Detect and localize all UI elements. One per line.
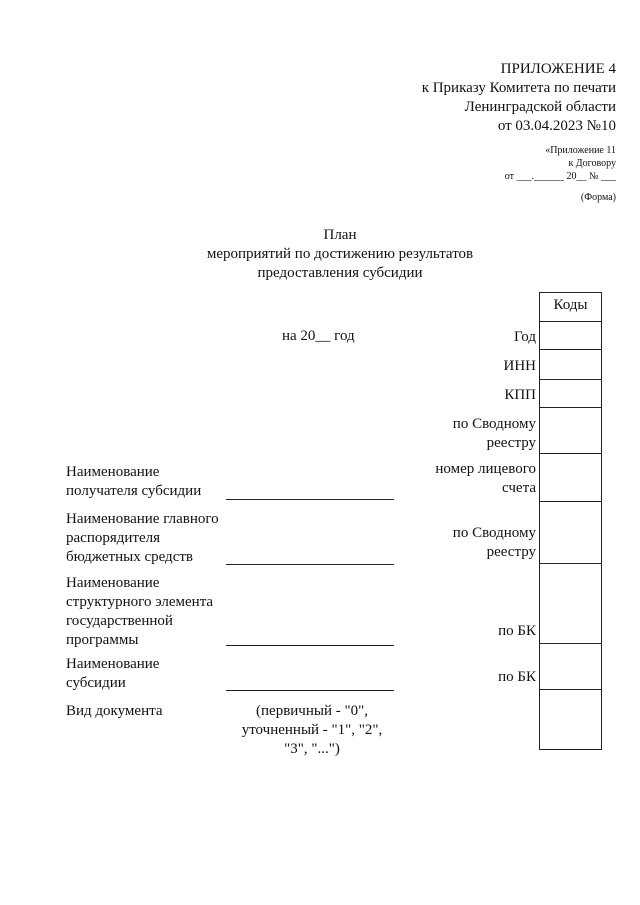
doctype-note-2: уточненный - "1", "2", <box>241 722 383 738</box>
label-account-b: счета <box>502 480 536 496</box>
label-recipient <box>66 463 201 501</box>
label-registry-1-b: реестру <box>486 435 536 451</box>
label-element-d: программы <box>66 632 139 648</box>
label-element-b: структурного элемента <box>66 594 214 610</box>
contract-reference <box>505 144 616 183</box>
label-recipient-a: Наименование <box>66 464 160 480</box>
form-mark: (Форма) <box>580 192 616 203</box>
code-cell-divider <box>540 321 601 322</box>
label-manager-c: бюджетных средств <box>66 549 193 565</box>
label-element-a: Наименование <box>66 575 160 591</box>
code-cell-divider <box>540 501 601 502</box>
label-inn: ИНН <box>503 358 536 374</box>
code-cell-divider <box>540 407 601 408</box>
label-manager-a: Наименование главного <box>66 511 219 527</box>
ref-contract: к Договору <box>568 158 616 169</box>
code-cell-divider <box>540 379 601 380</box>
label-subsidy-b: субсидии <box>66 675 126 691</box>
label-doctype: Вид документа <box>66 703 163 719</box>
title-line-2: мероприятий по достижению результатов <box>206 246 474 262</box>
ref-appendix: «Приложение 11 <box>545 145 616 156</box>
label-subsidy-a: Наименование <box>66 656 160 672</box>
appendix-number: ПРИЛОЖЕНИЕ 4 <box>500 61 616 77</box>
label-element <box>66 574 213 650</box>
recipient-underline <box>226 499 394 500</box>
approval-header <box>422 60 616 136</box>
region-name: Ленинградской области <box>464 99 616 115</box>
label-bk-2: по БК <box>498 669 536 685</box>
doctype-note <box>232 702 392 759</box>
label-element-c: государственной <box>66 613 173 629</box>
order-date: от 03.04.2023 №10 <box>497 118 616 134</box>
document-title <box>190 226 490 283</box>
ref-date-number: от ___.______ 20__ № ___ <box>504 171 616 182</box>
codes-column <box>539 292 602 750</box>
label-registry-2 <box>453 524 536 562</box>
label-account <box>435 460 536 498</box>
year-line: на 20__ год <box>282 328 355 344</box>
label-bk-1: по БК <box>498 623 536 639</box>
code-cell-divider <box>540 453 601 454</box>
label-manager-b: распорядителя <box>66 530 160 546</box>
label-registry-2-a: по Сводному <box>452 525 536 541</box>
label-registry-2-b: реестру <box>486 544 536 560</box>
subsidy-underline <box>226 690 394 691</box>
codes-header: Коды <box>553 297 588 313</box>
label-registry-1-a: по Сводному <box>452 416 536 432</box>
label-subsidy <box>66 655 159 693</box>
label-year: Год <box>513 329 536 345</box>
code-cell-divider <box>540 643 601 644</box>
title-line-1: План <box>323 227 357 243</box>
title-line-3: предоставления субсидии <box>257 265 423 281</box>
label-account-a: номер лицевого <box>435 461 536 477</box>
label-kpp: КПП <box>504 387 536 403</box>
doctype-note-1: (первичный - "0", <box>256 703 368 719</box>
element-underline <box>226 645 394 646</box>
doctype-note-3: "3", "...") <box>284 741 340 757</box>
order-ref: к Приказу Комитета по печати <box>421 80 616 96</box>
code-cell-divider <box>540 689 601 690</box>
code-cell-divider <box>540 349 601 350</box>
manager-underline <box>226 564 394 565</box>
code-cell-divider <box>540 563 601 564</box>
label-recipient-b: получателя субсидии <box>66 483 202 499</box>
label-manager <box>66 510 219 567</box>
label-registry-1 <box>453 415 536 453</box>
